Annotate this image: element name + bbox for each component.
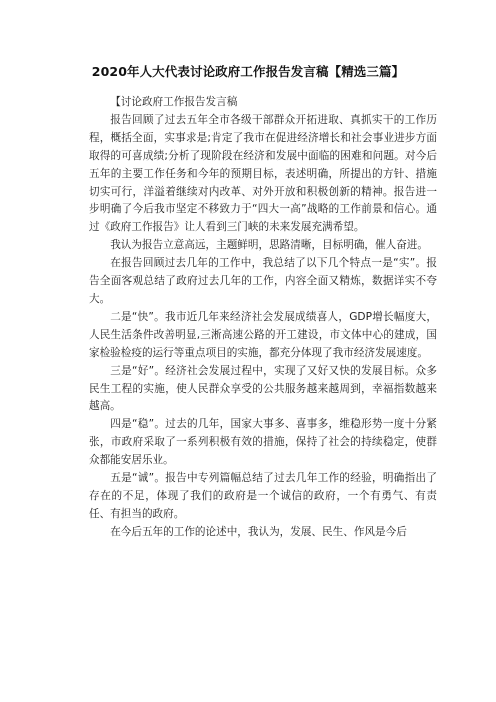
paragraph-heading: 【讨论政府工作报告发言稿 — [110, 96, 238, 108]
paragraph-point-2: 二是“快”。我市近几年来经济社会发展成绩喜人，GDP增长幅度大，人民生活条件改善明显,三淅高速公路的开工建设，市文体中心的建成，国家检验检疫的运行等重点项目的实施，都充分体现了我市经济发展速度。 — [89, 310, 437, 359]
document-body — [89, 94, 437, 542]
document-title: 2020年人大代表讨论政府工作报告发言稿【精选三篇】 — [91, 64, 405, 79]
paragraph-point-1: 在报告回顾过去几年的工作中，我总结了以下几个特点一是“实”。报告全面客观总结了政府过去几年的工作，内容全面又精炼，数据详实不夸大。 — [89, 257, 437, 305]
paragraph-future: 在今后五年的工作的论述中，我认为，发展、民生、作风是今后 — [110, 525, 407, 538]
paragraph-point-4: 四是“稳”。过去的几年，国家大事多、喜事多，维稳形势一度十分紧张，市政府采取了一系列积极有效的措施，保持了社会的持续稳定，使群众都能安居乐业。 — [89, 418, 437, 467]
paragraph-review: 报告回顾了过去五年全市各级干部群众开拓进取、真抓实干的工作历程，概括全面，实事求是;肯定了我市在促进经济增长和社会事业进步方面取得的可喜成绩;分析了现阶段在经济和发展中面临的困难和问题。对今后五年的主要工作任务和今年的预期目标，表述明确，所提出的方针、措施切实可行，洋溢着继续对内改革、对外开放和积极创新的精神。报告进一步明确了今后我市坚定不移致力于“四大一高”战略的工作前景和信心。通过《政府工作报告》让人看到三门峡的未来发展充满希望。 — [89, 113, 437, 234]
paragraph-opinion: 我认为报告立意高远，主题鲜明，思路清晰，目标明确，催人奋进。 — [110, 239, 428, 252]
paragraph-point-3: 三是“好”。经济社会发展过程中，实现了又好又快的发展目标。众多民生工程的实施，使人民群众享受的公共服务越来越周到，幸福指数越来越高。 — [89, 364, 437, 413]
paragraph-point-5: 五是“诚”。报告中专列篇幅总结了过去几年工作的经验，明确指出了存在的不足，体现了我们的政府是一个诚信的政府，一个有勇气、有责任、有担当的政府。 — [89, 472, 437, 520]
